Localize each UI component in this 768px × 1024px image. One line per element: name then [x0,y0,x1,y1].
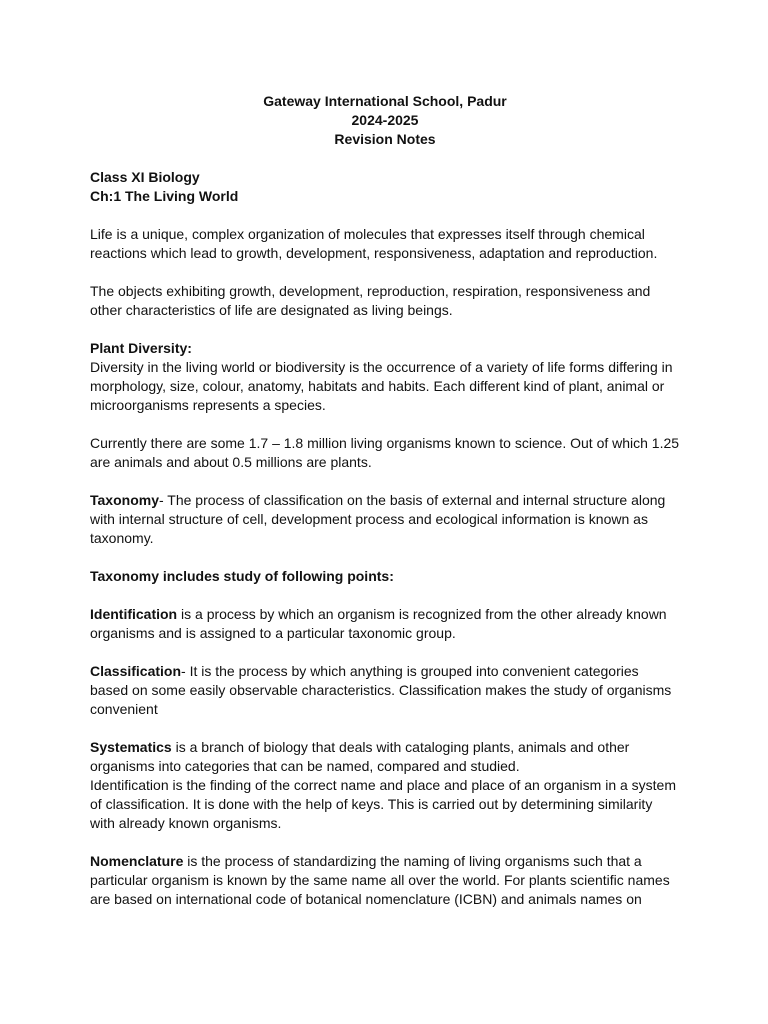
paragraph-nomenclature [90,852,680,909]
paragraph-classification [90,662,680,719]
classification-term: Classification [90,663,182,679]
paragraph-life-definition: Life is a unique, complex organization of molecules that expresses itself through chemical reactions which lead to growth, development, responsiveness, adaptation and reproduction. [90,226,658,261]
school-name: Gateway International School, Padur [263,93,507,109]
nomenclature-term: Nomenclature [90,853,184,869]
systematics-term: Systematics [90,739,172,755]
chapter-line: Ch:1 The Living World [90,188,239,204]
paragraph-organism-count: Currently there are some 1.7 – 1.8 million living organisms known to science. Out of which 1.25 are animals and about 0.5 millions are plants. [90,435,680,470]
section-plant-diversity [90,339,680,415]
plant-diversity-heading: Plant Diversity: [90,340,192,356]
paragraph-living-beings: The objects exhibiting growth, development, reproduction, respiration, responsiveness and other characteristics of life are designated as living beings. [90,283,651,318]
spacer [90,206,680,225]
academic-year: 2024-2025 [351,112,419,128]
paragraph-systematics [90,738,680,776]
class-line: Class XI Biology [90,169,200,185]
taxonomy-points-heading: Taxonomy includes study of following points: [90,568,394,584]
document-header [90,92,680,149]
document-page [90,92,680,928]
plant-diversity-text: Diversity in the living world or biodiversity is the occurrence of a variety of life forms differing in morphology, size, colour, anatomy, habitats and habits. Each different kind of plant, animal or microorganisms represents a species. [90,359,673,413]
paragraph-identification [90,605,680,643]
systematics-text: is a branch of biology that deals with cataloging plants, animals and other organisms into categories that can be named, compared and studied. [90,739,630,774]
taxonomy-text: - The process of classification on the basis of external and internal structure along with internal structure of cell, development process and ecological information is known as taxonomy. [90,492,666,546]
section-systematics [90,738,680,833]
class-chapter-heading [90,168,680,206]
paragraph-taxonomy [90,491,680,548]
identification-text: is a process by which an organism is recognized from the other already known organisms and is assigned to a particular taxonomic group. [90,606,667,641]
classification-text: - It is the process by which anything is grouped into convenient categories based on some easily observable characteristics. Classification makes the study of organisms convenient [90,663,672,717]
taxonomy-term: Taxonomy [90,492,159,508]
nomenclature-text: is the process of standardizing the naming of living organisms such that a particular organism is known by the same name all over the world. For plants scientific names are based on international code of botanical nomenclature (ICBN) and animals names on [90,853,670,907]
document-title: Revision Notes [334,131,436,147]
paragraph-identification-keys: Identification is the finding of the correct name and place and place of an organism in a system of classification. It is done with the help of keys. This is carried out by determining similarity with already known organisms. [90,777,677,831]
identification-term: Identification [90,606,178,622]
